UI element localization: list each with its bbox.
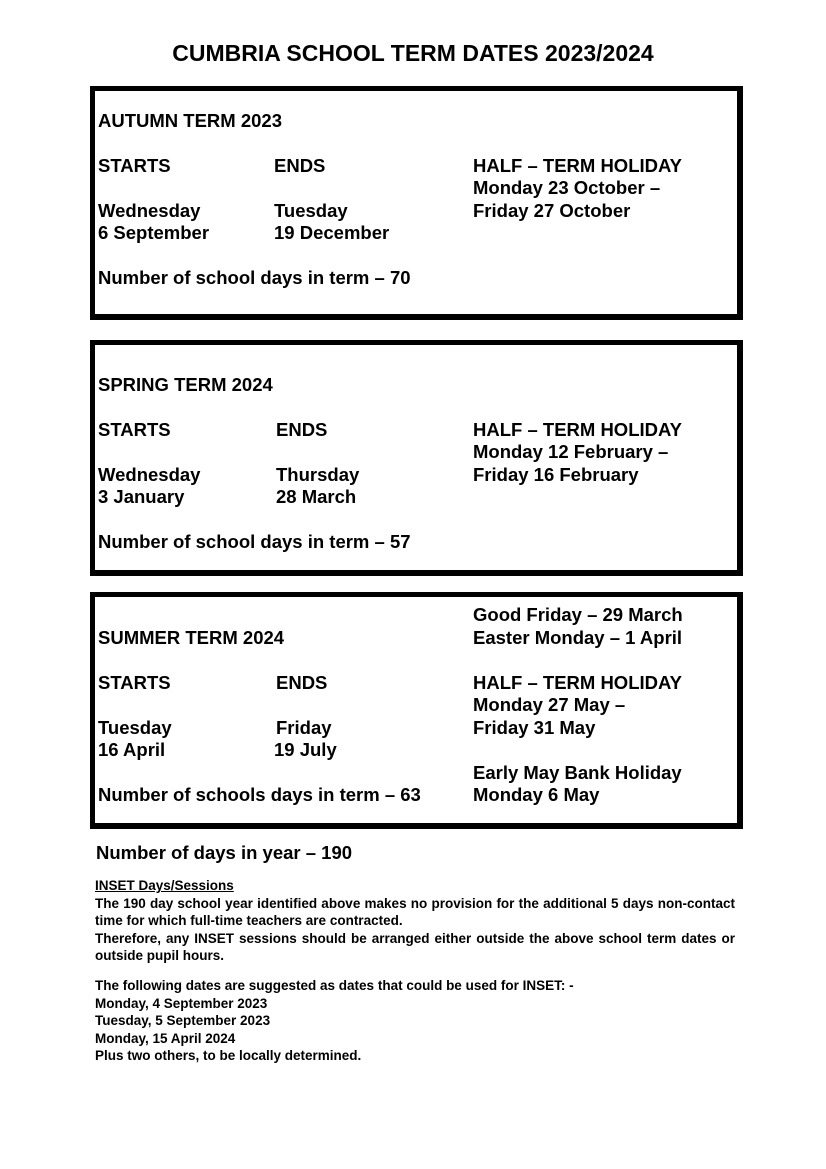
- autumn-end-date: 19 December: [274, 222, 390, 243]
- spring-term-box: [90, 340, 743, 576]
- autumn-start-day: Wednesday: [98, 200, 201, 221]
- page-title: CUMBRIA SCHOOL TERM DATES 2023/2024: [172, 40, 654, 66]
- summer-term-box: [90, 592, 743, 829]
- easter-monday: Easter Monday – 1 April: [473, 627, 683, 648]
- summer-half-term-end: Friday 31 May: [473, 717, 596, 738]
- autumn-term-heading: AUTUMN TERM 2023: [98, 110, 282, 131]
- spring-start-date: 3 January: [98, 486, 185, 507]
- spring-term-heading: SPRING TERM 2024: [98, 374, 273, 395]
- summer-end-day: Friday: [276, 717, 332, 738]
- spring-end-date: 28 March: [276, 486, 357, 507]
- autumn-end-day: Tuesday: [274, 200, 348, 221]
- autumn-starts-label: STARTS: [98, 155, 171, 176]
- inset-heading: INSET Days/Sessions: [95, 878, 234, 893]
- inset-section: [95, 877, 735, 965]
- spring-starts-label: STARTS: [98, 419, 171, 440]
- autumn-half-term-start: Monday 23 October –: [473, 177, 661, 198]
- summer-starts-label: STARTS: [98, 672, 171, 693]
- spring-end-day: Thursday: [276, 464, 360, 485]
- autumn-half-term-end: Friday 27 October: [473, 200, 631, 221]
- inset-suggest-intro: The following dates are suggested as dates that could be used for INSET: -: [95, 978, 574, 993]
- summer-term-heading: SUMMER TERM 2024: [98, 627, 285, 648]
- spring-half-term-label: HALF – TERM HOLIDAY: [473, 419, 682, 440]
- spring-ends-label: ENDS: [276, 419, 328, 440]
- spring-start-day: Wednesday: [98, 464, 201, 485]
- spring-half-term-start: Monday 12 February –: [473, 441, 669, 462]
- inset-paragraph-2: Therefore, any INSET sessions should be arranged either outside the above school term dates or outside pupil hours.: [95, 930, 735, 963]
- bank-holiday-label: Early May Bank Holiday: [473, 762, 682, 783]
- year-total-days: Number of days in year – 190: [96, 842, 353, 863]
- inset-others-note: Plus two others, to be locally determined.: [95, 1048, 362, 1063]
- spring-half-term-end: Friday 16 February: [473, 464, 639, 485]
- inset-suggested-dates: [95, 977, 735, 1065]
- summer-end-date: 19 July: [274, 739, 337, 760]
- autumn-ends-label: ENDS: [274, 155, 326, 176]
- summer-half-term-start: Monday 27 May –: [473, 694, 626, 715]
- autumn-start-date: 6 September: [98, 222, 210, 243]
- summer-ends-label: ENDS: [276, 672, 328, 693]
- summer-start-date: 16 April: [98, 739, 166, 760]
- autumn-school-days: Number of school days in term – 70: [98, 267, 411, 288]
- inset-date-item: Tuesday, 5 September 2023: [95, 1013, 271, 1028]
- summer-start-day: Tuesday: [98, 717, 172, 738]
- inset-paragraph-1: The 190 day school year identified above makes no provision for the additional 5 days non-contact time for which full-time teachers are contracted.: [95, 895, 735, 928]
- inset-date-item: Monday, 4 September 2023: [95, 995, 268, 1011]
- good-friday: Good Friday – 29 March: [473, 604, 683, 625]
- summer-half-term-label: HALF – TERM HOLIDAY: [473, 672, 682, 693]
- summer-school-days: Number of schools days in term – 63: [98, 784, 421, 805]
- autumn-term-box: [90, 86, 743, 320]
- autumn-half-term-label: HALF – TERM HOLIDAY: [473, 155, 682, 176]
- spring-school-days: Number of school days in term – 57: [98, 531, 411, 552]
- inset-date-item: Monday, 15 April 2024: [95, 1030, 236, 1046]
- bank-holiday-date: Monday 6 May: [473, 784, 600, 805]
